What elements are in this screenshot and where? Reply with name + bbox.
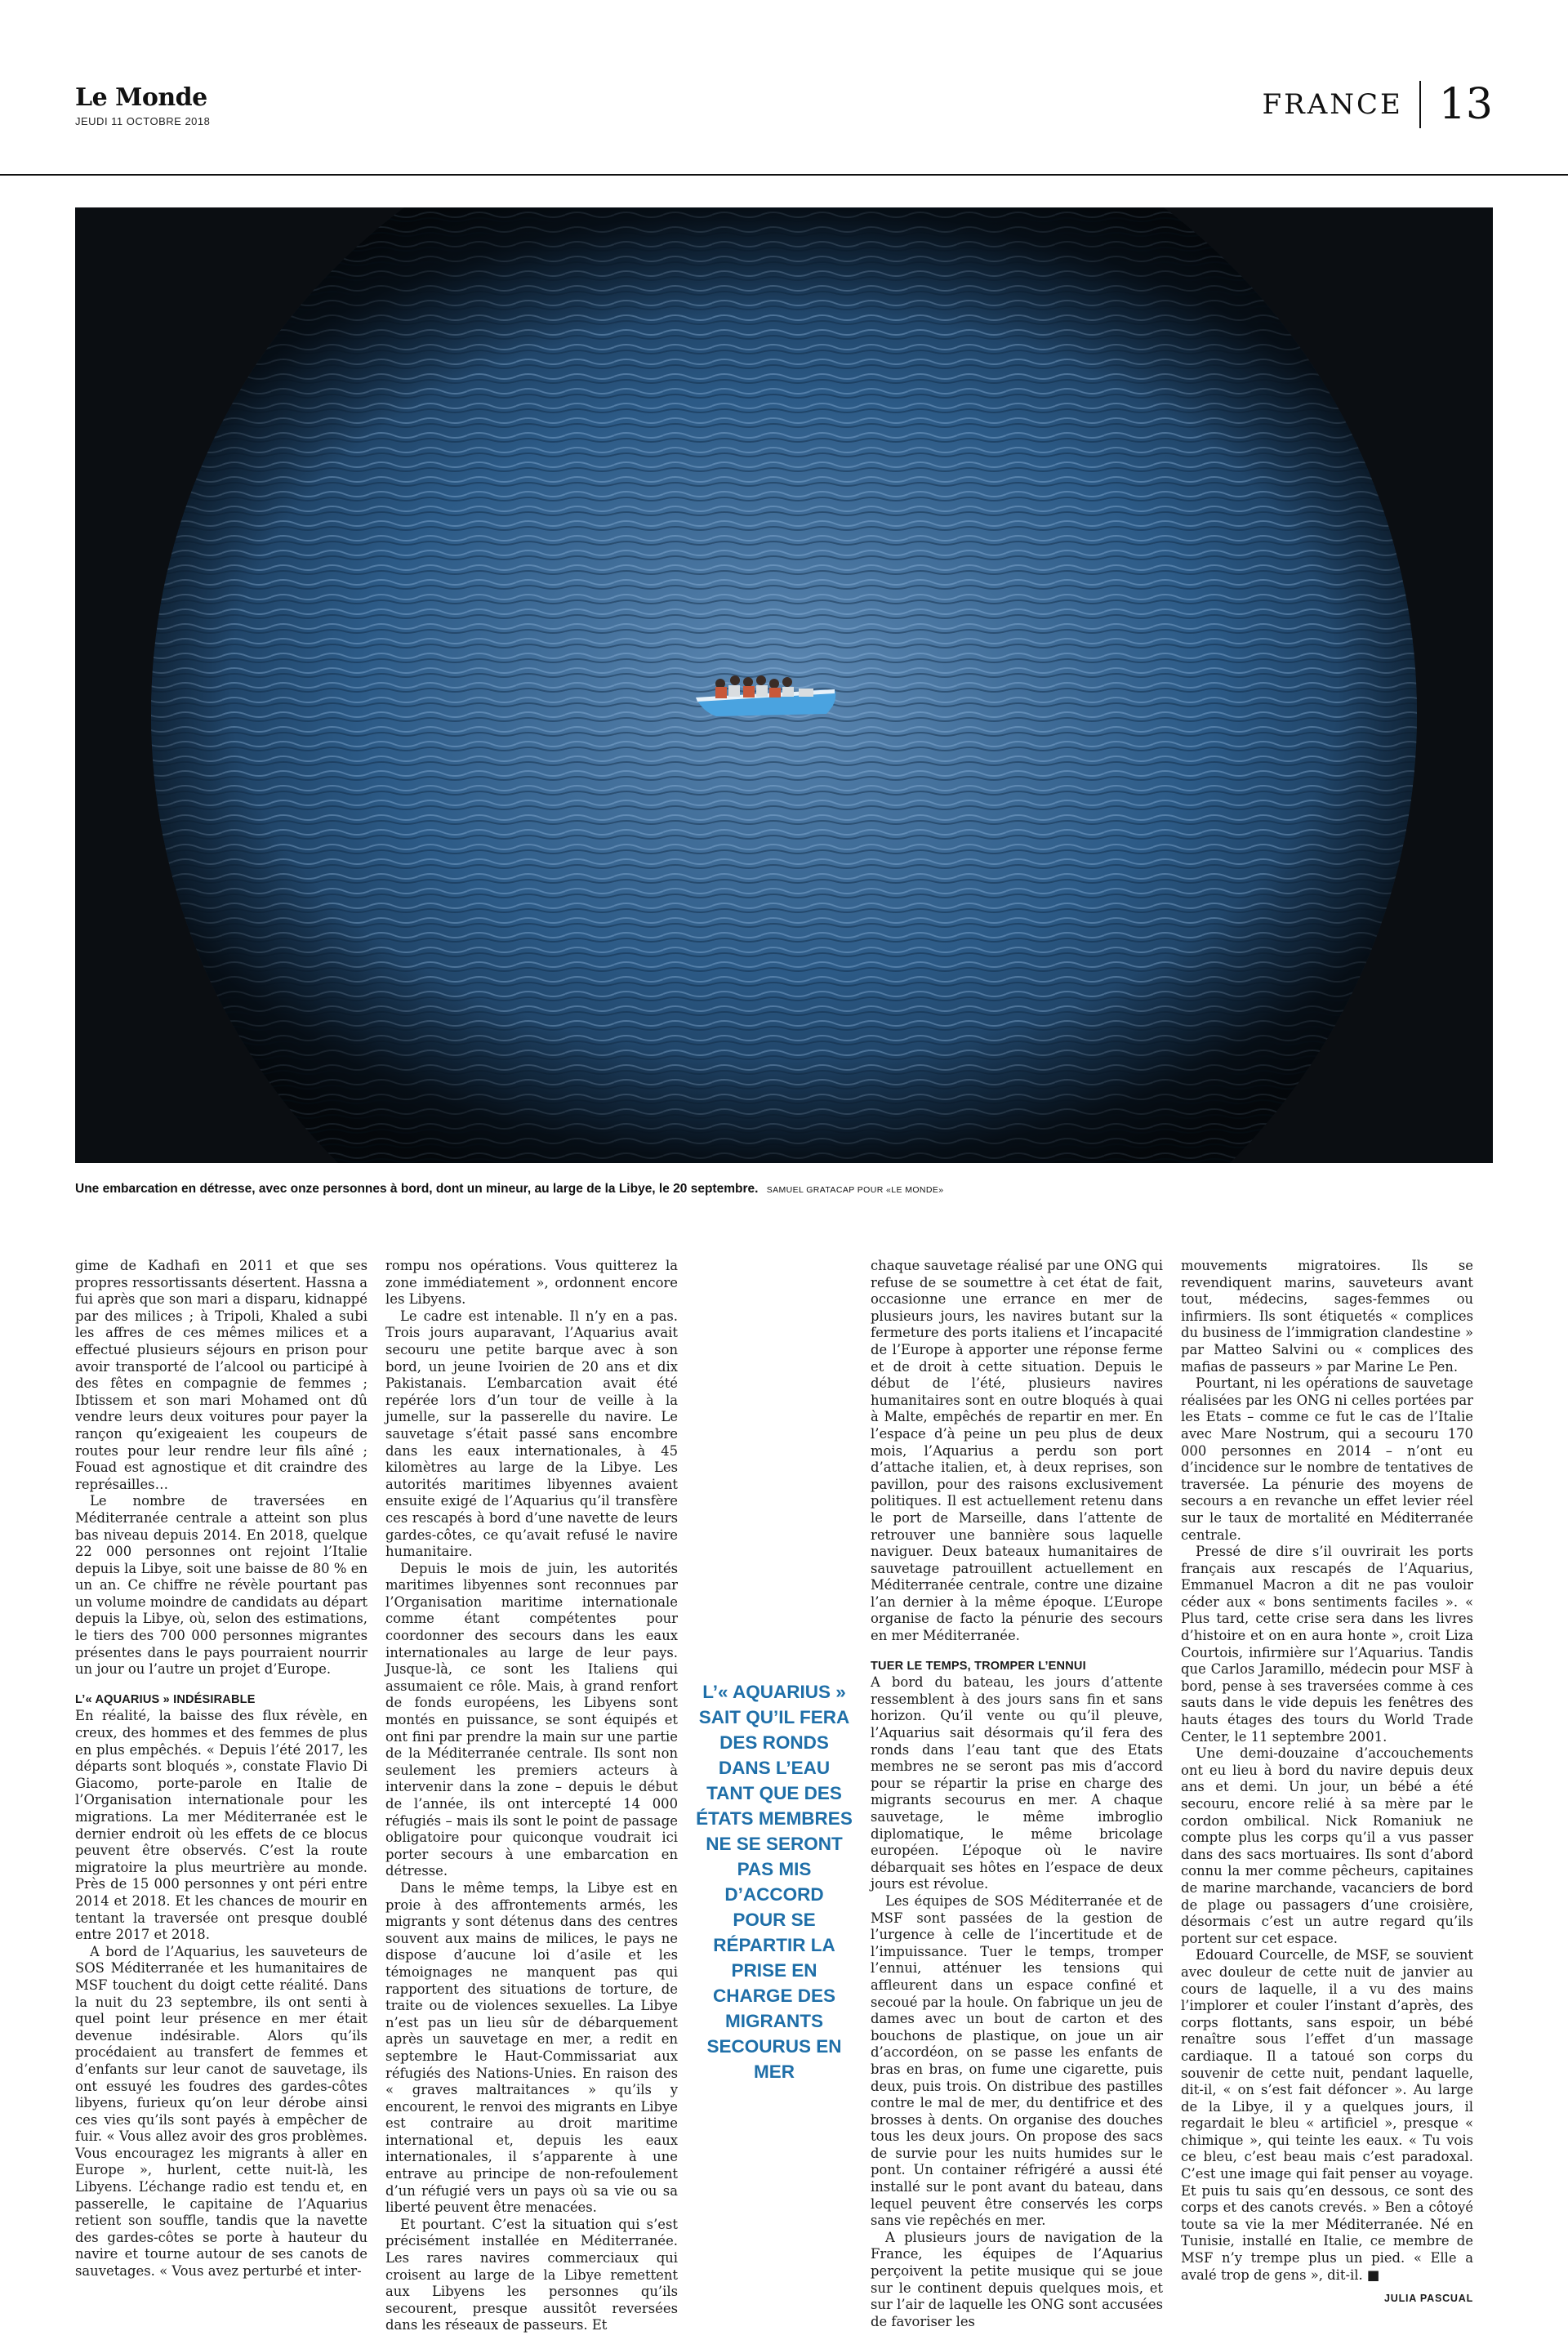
page-number: 13 — [1438, 80, 1493, 129]
paragraph: A bord du bateau, les jours d’attente ressemblent à des jours sans fin et sans horizon. Qu’il vente ou qu’il pleuve, l’Aquarius sait désormais qu’il fera des ronds dans l’eau tant que des Etats membres ne se seront pas mis d’accord pour se répartir la prise en charge des migrants secourus en mer. A chaque sauvetage, le même imbroglio diplomatique, le même bricolage européen. L’époque où le navire débarquait ses hôtes en l’espace de deux jours est révolue. — [871, 1674, 1163, 1892]
section-name: FRANCE — [1262, 88, 1403, 121]
article-column-4 — [1181, 1258, 1473, 2307]
photo-caption — [75, 1182, 944, 1197]
issue-date: JEUDI 11 OCTOBRE 2018 — [75, 115, 211, 127]
paragraph: Edouard Courcelle, de MSF, se souvient avec douleur de cette nuit de janvier au cours de laquelle, il a vu des mains l’implorer et couler l’instant d’après, des corps flottants, sans espoir, un bébé renaître sous l’effet d’un massage cardiaque. Il a tatoué son corps du souvenir de cette nuit, pendant laquelle, dit-il, « on s’est fait défoncer ». Au large de la Libye, il y a quelques jours, il regardait le bleu « artificiel », presque « chimique », qui teinte les eaux. « Tu vois ce bleu, c’est beau mais c’est paradoxal. C’est une image qui fait penser au voyage. Et puis tu sais qu’en dessous, ce sont des corps et des canots crevés. » Ben a côtoyé toute sa vie la mer Méditerranée. Né en Tunisie, installé en Italie, ce membre de MSF n’y trempe plus un pied. « Elle a avalé trop de gens », dit-il. ■ — [1181, 1947, 1473, 2283]
paragraph: Une demi-douzaine d’accouchements ont eu lieu à bord du navire depuis deux ans et demi. Un jour, un bébé a été secouru, encore relié à sa mère par le cordon ombilical. Nick Romaniuk ne compte plus les corps qu’il a vus passer dans des sacs mortuaires. Ils sont d’abord connu la mer comme pêcheurs, capitaines de marine marchande, vacanciers de bord de plage ou passagers d’une croisière, désormais c’est un autre regard qu’ils portent sur cet espace. — [1181, 1745, 1473, 1946]
paragraph: gime de Kadhafi en 2011 et que ses propres ressortissants désertent. Hassna a fui après que son mari a disparu, kidnappé par des milices ; à Tripoli, Khaled a subi les affres de ces mêmes milices et a effectué plusieurs séjours en prison pour avoir transporté de l’alcool ou participé à des fêtes en compagnie de femmes ; Ibtissem et son mari Mohamed ont dû vendre leurs deux voitures pour payer la rançon qu’exigeaient les coupeurs de routes pour leur rendre leur fils aîné ; Fouad est agnostique et dit craindre des représailles… — [75, 1258, 368, 1492]
paragraph: Depuis le mois de juin, les autorités maritimes libyennes sont reconnues par l’Organisation maritime internationale comme étant compétentes pour coordonner des secours dans les eaux internationales au large de leur pays. Jusque-là, ce sont les Italiens qui assumaient ce rôle. Mais, à grand renfort de fonds européens, les Libyens sont montés en puissance, se sont équipés et ont fini par prendre la main sur une partie de la Méditerranée centrale. Ils sont non seulement les premiers acteurs à intervenir dans la zone – depuis le début de l’année, ils ont intercepté 14 000 réfugiés – mais ils sont le point de passage obligatoire pour quiconque voudrait ici porter secours à une embarcation en détresse. — [385, 1560, 678, 1879]
article-photo — [75, 207, 1493, 1163]
subheading: TUER LE TEMPS, TROMPER L’ENNUI — [871, 1659, 1086, 1673]
article-column-2 — [385, 1258, 678, 2334]
paragraph: mouvements migratoires. Ils se revendiquent marins, sauveteurs avant tout, médecins, sages-femmes ou infirmiers. Ils sont étiquetés « complices du business de l’immigration clandestine » par Matteo Salvini ou « complices des mafias de passeurs » par Marine Le Pen. — [1181, 1258, 1473, 1375]
author-signature: JULIA PASCUAL — [1383, 2293, 1473, 2305]
paragraph: rompu nos opérations. Vous quitterez la zone immédiatement », ordonnent encore les Libyens. — [385, 1258, 678, 1308]
section-divider — [1419, 81, 1421, 128]
article-column-1 — [75, 1258, 368, 2280]
photo-binocular-view — [75, 207, 1493, 1163]
photo-credit: SAMUEL GRATACAP POUR «LE MONDE» — [766, 1185, 944, 1195]
paragraph: chaque sauvetage réalisé par une ONG qui refuse de se soumettre à cet état de fait, occasionne une errance en mer de plusieurs jours, les navires butant sur la fermeture des ports italiens et l’incapacité de l’Europe à apporter une réponse ferme et de droit à cette situation. Depuis le début de l’été, plusieurs navires humanitaires sont en outre bloqués à quai à Malte, empêchés de repartir en mer. En l’espace d’à peine un peu plus de deux mois, l’Aquarius a perdu son port d’attache italien, et, à deux reprises, son pavillon, pour des raisons exclusivement politiques. Il est actuellement retenu dans le port de Marseille, dans l’attente de retrouver une bannière sous laquelle naviguer. Deux bateaux humanitaires de sauvetage patrouillent actuellement en Méditerranée centrale, contre une dizaine l’an dernier à la même époque. L’Europe organise de facto la pénurie des secours en mer Méditerranée. — [871, 1258, 1163, 1644]
paragraph: A bord de l’Aquarius, les sauveteurs de SOS Méditerranée et les humanitaires de MSF touchent du doigt cette réalité. Dans la nuit du 23 septembre, ils ont senti à quel point leur présence en mer était devenue indésirable. Alors qu’ils procédaient au transfert de femmes et d’enfants sur leur canot de sauvetage, ils ont essuyé les foudres des gardes-côtes libyens, furieux qu’on leur dérobe ainsi ces vies qu’ils sont payés à empêcher de fuir. « Vous allez avoir des gros problèmes. Vous encouragez les migrants à aller en Europe », hurlent, cette nuit-là, les Libyens. L’échange radio est tendu et, en passerelle, le capitaine de l’Aquarius retient son souffle, tandis que la navette des gardes-côtes se porte à hauteur du navire et tourne autour de ses canots de sauvetages. « Vous avez perturbé et inter- — [75, 1943, 368, 2280]
pull-quote: L’« AQUARIUS » SAIT QU’IL FERA DES RONDS DANS L’EAU TANT QUE DES ÉTATS MEMBRES NE SE SERONT PAS MIS D’ACCORD POUR SE RÉPARTIR LA PRISE EN CHARGE DES MIGRANTS SECOURUS EN MER — [696, 1682, 853, 2082]
paragraph: En réalité, la baisse des flux révèle, en creux, des hommes et des femmes de plus en plus empêchés. « Depuis l’été 2017, les départs sont bloqués », constate Flavio Di Giacomo, porte-parole en Italie de l’Organisation internationale pour les migrations. La mer Méditerranée est le dernier endroit où les effets de ce blocus peuvent être observés. C’est la route migratoire la plus meurtrière au monde. Près de 15 000 personnes y ont péri entre 2014 et 2018. Et les chances de mourir en tentant la traversée ont presque doublé entre 2017 et 2018. — [75, 1708, 368, 1943]
masthead — [75, 83, 210, 127]
paragraph: Pourtant, ni les opérations de sauvetage réalisées par les ONG ni celles portées par les Etats – comme ce fut le cas de l’Italie avec Mare Nostrum, qui a secouru 170 000 personnes en 2014 – n’ont eu d’incidence sur le nombre de tentatives de traversée. La pénurie des moyens de secours a en revanche un effet levier réel sur le taux de mortalité en Méditerranée centrale. — [1181, 1375, 1473, 1543]
newspaper-logo[interactable]: Le Monde — [75, 83, 207, 112]
paragraph: Pressé de dire s’il ouvrirait les ports français aux rescapés de l’Aquarius, Emmanuel Macron a dit ne pas vouloir céder aux « bons sentiments faciles ». « Plus tard, cette crise sera dans les livres d’histoire et on en aura honte », croit Liza Courtois, infirmière sur l’Aquarius. Tandis que Carlos Jaramillo, médecin pour MSF à bord, pense à ses traversées comme à ces sauts dans le vide depuis les fenêtres des hauts étages des tours du World Trade Center, le 11 septembre 2001. — [1181, 1544, 1473, 1745]
paragraph: Et pourtant. C’est la situation qui s’est précisément installée en Méditerranée. Les rares navires commerciaux qui croisent au large de la Libye remettent aux Libyens les personnes qu’ils secourent, presque aussitôt reversées dans les réseaux de passeurs. Et — [385, 2216, 678, 2333]
article-column-3 — [871, 1258, 1163, 2330]
paragraph: Le cadre est intenable. Il n’y en a pas. Trois jours auparavant, l’Aquarius avait secouru une petite barque avec à son bord, un jeune Ivoirien de 20 ans et dix Pakistanais. L’embarcation avait été repérée lors d’un tour de veille à la jumelle, sur la passerelle du navire. Le sauvetage s’était passé sans encombre dans les eaux internationales, à 45 kilomètres au large de la Libye. Les autorités maritimes libyennes avaient ensuite exigé de l’Aquarius qu’il transfère ces rescapés à bord d’une navette de leurs gardes-côtes, ce qu’avait refusé le navire humanitaire. — [385, 1308, 678, 1560]
paragraph: Dans le même temps, la Libye est en proie à des affrontements armés, les migrants y sont détenus dans des centres souvent aux mains de milices, le pays ne dispose d’aucune loi d’asile et les témoignages ne manquent pas qui rapportent des situations de torture, de traite ou de violences sexuelles. La Libye n’est pas un lieu sûr de débarquement après un sauvetage en mer, a redit en septembre le Haut-Commissariat aux réfugiés des Nations-Unies. En raison des « graves maltraitances » qu’ils y encourent, le renvoi des migrants en Libye est contraire au droit maritime international et, depuis les eaux internationales, il s’apparente à une entrave au principe de non-refoulement d’un réfugié vers un pays où sa vie ou sa liberté peuvent être menacées. — [385, 1879, 678, 2216]
header-rule — [0, 174, 1568, 176]
subheading: L’« AQUARIUS » INDÉSIRABLE — [75, 1692, 256, 1706]
caption-text: Une embarcation en détresse, avec onze personnes à bord, dont un mineur, au large de la Libye, le 20 septembre. — [75, 1182, 759, 1196]
paragraph: Le nombre de traversées en Méditerranée centrale a atteint son plus bas niveau depuis 2014. En 2018, quelque 22 000 personnes ont rejoint l’Italie depuis la Libye, soit une baisse de 80 % en un an. Ce chiffre ne révèle pourtant pas un volume moindre de candidats au départ depuis la Libye, où, selon des estimations, le tiers des 700 000 personnes migrantes présentes dans le pays pourraient nourrir un jour ou l’autre un projet d’Europe. — [75, 1493, 368, 1678]
paragraph: A plusieurs jours de navigation de la France, les équipes de l’Aquarius perçoivent la petite musique qui se joue sur le continent depuis quelques mois, et sur l’air de laquelle les ONG sont accusées de favoriser les — [871, 2229, 1163, 2329]
section-header — [1263, 80, 1494, 129]
paragraph: Les équipes de SOS Méditerranée et de MSF sont passées de la gestion de l’urgence à celle de l’incertitude et de l’impuissance. Tuer le temps, tromper l’ennui, atténuer les tensions qui affleurent dans un espace confiné et secoué par la houle. On fabrique un jeu de dames avec un bout de carton et des bouchons de plastique, on joue un air d’accordéon, on se passe les enfants de bras en bras, on fume une cigarette, puis deux, puis trois. On distribue des pastilles contre le mal de mer, du dentifrice et des brosses à dents. On organise des douches tous les deux jours. On propose des sacs de survie pour les nuits humides sur le pont. Un container réfrigéré a aussi été installé sur le pont avant du bateau, dans lequel peuvent être conservés les corps sans vie repêchés en mer. — [871, 1892, 1163, 2229]
